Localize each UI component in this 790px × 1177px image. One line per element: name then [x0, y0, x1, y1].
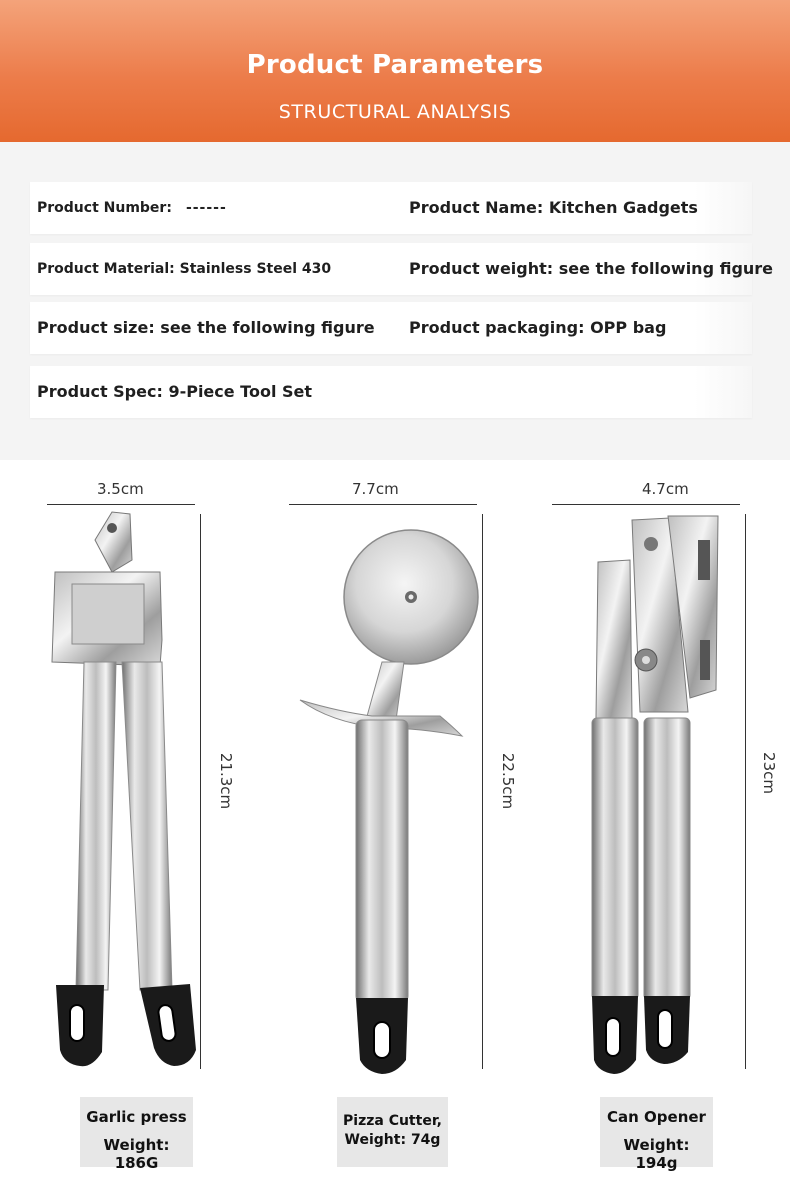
param-row — [30, 182, 752, 234]
product-spec: Product Spec: 9-Piece Tool Set — [37, 382, 313, 401]
can-opener-width-label: 4.7cm — [642, 480, 689, 498]
garlic-press-caption — [80, 1097, 193, 1172]
garlic-press-weight: Weight: 186G — [103, 1136, 170, 1172]
page-subtitle: STRUCTURAL ANALYSIS — [278, 101, 512, 123]
product-packaging: Product packaging: OPP bag — [409, 318, 667, 337]
product-number-label: Product Number: — [37, 200, 172, 216]
product-material: Product Material: Stainless Steel 430 — [37, 261, 332, 277]
param-row — [30, 366, 752, 418]
garlic-press-image — [52, 512, 196, 1066]
pizza-cutter-weight: Weight: 74g — [344, 1132, 441, 1148]
pizza-cutter-name: Pizza Cutter, — [343, 1113, 442, 1129]
pizza-cutter-width-label: 7.7cm — [352, 480, 399, 498]
product-number-value: ------ — [185, 200, 227, 216]
parameters-panel — [0, 142, 790, 460]
param-row — [30, 243, 774, 295]
garlic-press-length-label: 21.3cm — [217, 752, 236, 810]
can-opener-name: Can Opener — [607, 1108, 706, 1126]
product-size: Product size: see the following figure — [37, 318, 375, 337]
garlic-press-width-label: 3.5cm — [97, 480, 144, 498]
can-opener-weight: Weight: 194g — [623, 1136, 690, 1172]
pizza-cutter-caption — [337, 1097, 448, 1167]
product-number — [37, 182, 227, 234]
pizza-cutter-image — [300, 530, 478, 1074]
header-banner — [0, 0, 790, 142]
can-opener-caption — [600, 1097, 713, 1172]
can-opener-length-label: 23cm — [759, 752, 778, 794]
garlic-press-name: Garlic press — [86, 1108, 187, 1126]
product-weight: Product weight: see the following figure — [409, 259, 774, 278]
product-name: Product Name: Kitchen Gadgets — [409, 198, 698, 217]
param-row — [30, 302, 752, 354]
tools-illustration — [0, 460, 790, 1090]
page-title: Product Parameters — [246, 50, 544, 80]
can-opener-image — [592, 516, 718, 1074]
pizza-cutter-length-label: 22.5cm — [499, 752, 518, 810]
